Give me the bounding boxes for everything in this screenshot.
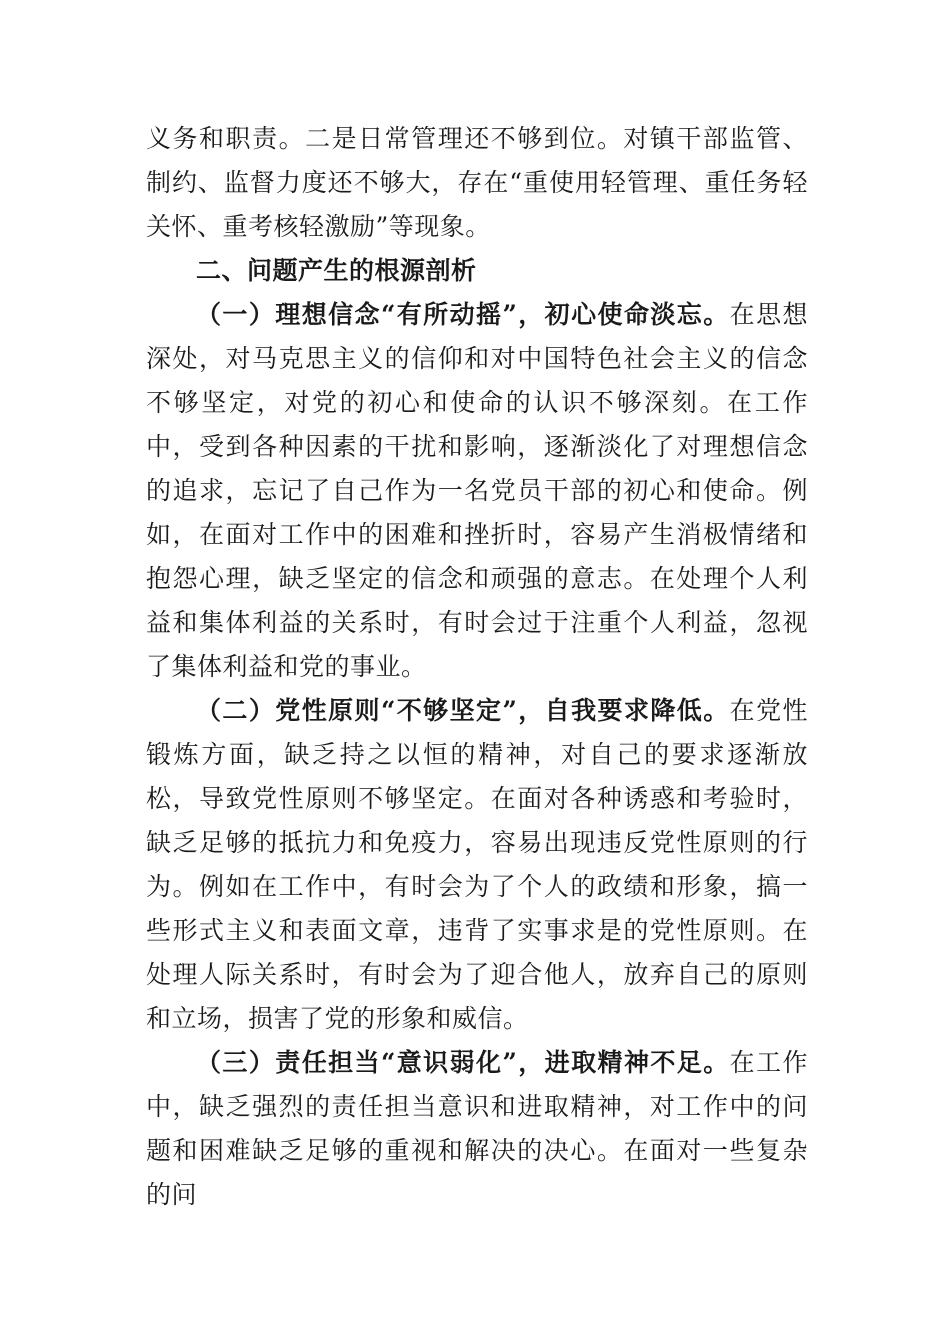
- subsection-lead-2: （二）党性原则“不够坚定”，自我要求降低。: [196, 696, 730, 725]
- subsection-lead-1: （一）理想信念“有所动摇”，初心使命淡忘。: [196, 300, 730, 329]
- document-body: [146, 117, 808, 1217]
- subsection-body-2: 在党性锻炼方面，缺乏持之以恒的精神，对自己的要求逐渐放松，导致党性原则不够坚定。在面对各种诱惑和考验时，缺乏足够的抵抗力和免疫力，容易出现违反党性原则的行为。例如在工作中，有时会为了个人的政绩和形象，搞一些形式主义和表面文章，违背了实事求是的党性原则。在处理人际关系时，有时会为了迎合他人，放弃自己的原则和立场，损害了党的形象和威信。: [146, 696, 808, 1033]
- paragraph-text: 义务和职责。二是日常管理还不够到位。对镇干部监管、制约、监督力度还不够大，存在“重使用轻管理、重任务轻关怀、重考核轻激励”等现象。: [146, 124, 808, 241]
- subsection-paragraph-2: [146, 689, 808, 1041]
- subsection-paragraph-1: [146, 293, 808, 689]
- continuation-paragraph: [146, 117, 808, 249]
- section-heading: 二、问题产生的根源剖析: [196, 256, 477, 285]
- subsection-body-1: 在思想深处，对马克思主义的信仰和对中国特色社会主义的信念不够坚定，对党的初心和使命的认识不够深刻。在工作中，受到各种因素的干扰和影响，逐渐淡化了对理想信念的追求，忘记了自己作为一名党员干部的初心和使命。例如，在面对工作中的困难和挫折时，容易产生消极情绪和抱怨心理，缺乏坚定的信念和顽强的意志。在处理个人利益和集体利益的关系时，有时会过于注重个人利益，忽视了集体利益和党的事业。: [146, 300, 808, 681]
- subsection-lead-3: （三）责任担当“意识弱化”，进取精神不足。: [196, 1048, 730, 1077]
- subsection-body-3: 在工作中，缺乏强烈的责任担当意识和进取精神，对工作中的问题和困难缺乏足够的重视和解决的决心。在面对一些复杂的问: [146, 1048, 808, 1209]
- subsection-paragraph-3: [146, 1041, 808, 1217]
